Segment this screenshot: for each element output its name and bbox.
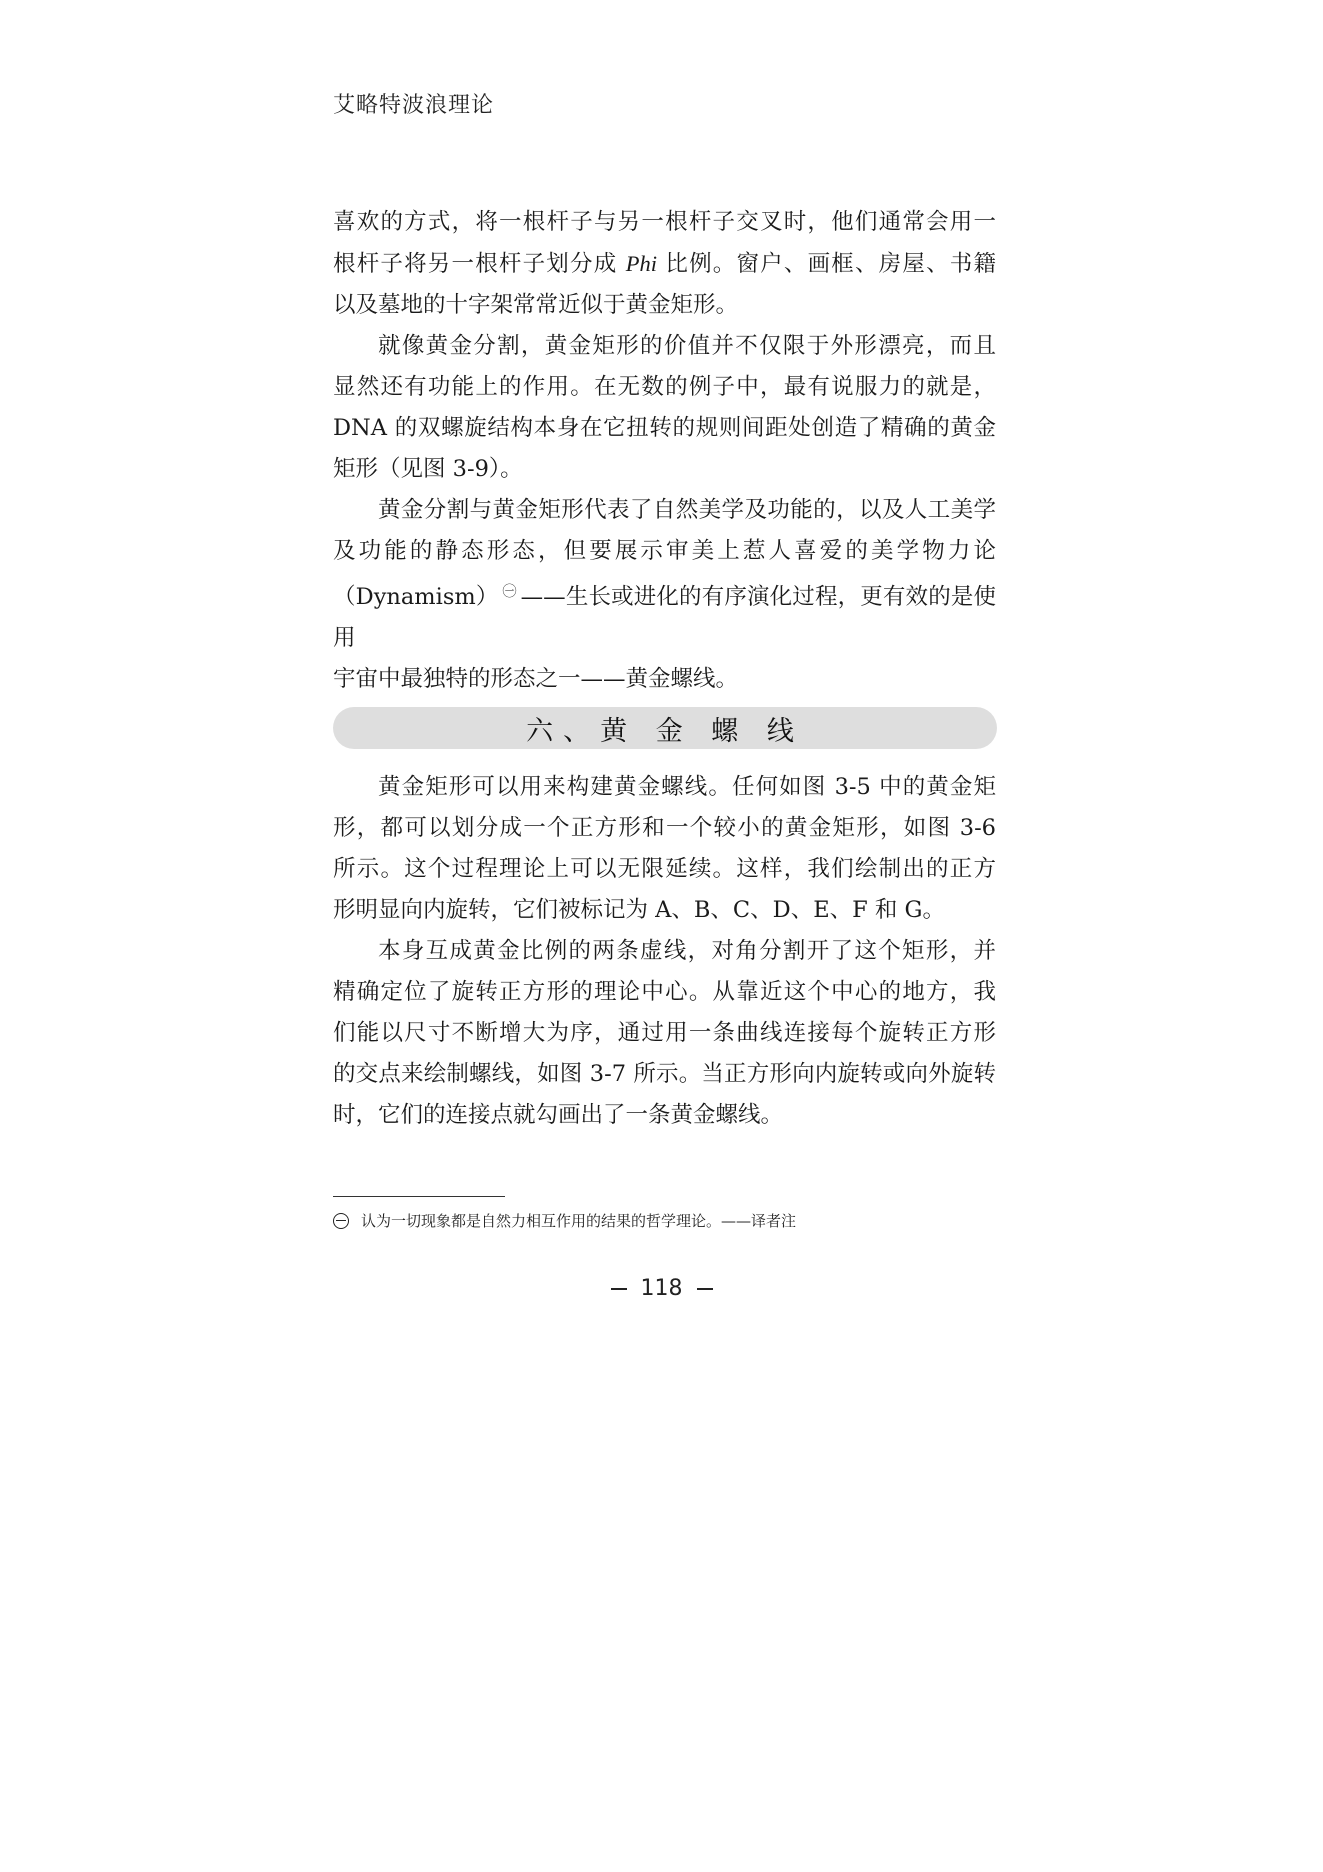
dash-left: [611, 1288, 627, 1290]
footnote-marker: ㊀: [502, 584, 517, 600]
paragraph-4: [333, 767, 996, 931]
paragraph-3: [333, 490, 996, 700]
text-line: 形明显向内旋转，它们被标记为 A、B、C、D、E、F 和 G。: [333, 897, 946, 923]
paragraph-2: [333, 326, 996, 490]
text-line: 就像黄金分割，黄金矩形的价值并不仅限于外形漂亮，而且: [378, 333, 996, 359]
text-line: （Dynamism） $^㊀$ ——生长或进化的有序演化过程，更有效的是使用: [333, 584, 996, 651]
text-line: 时，它们的连接点就勾画出了一条黄金螺线。: [333, 1102, 784, 1128]
footnote-text: 认为一切现象都是自然力相互作用的结果的哲学理论。——译者注: [361, 1212, 797, 1230]
text-line: 的交点来绘制螺线，如图 3-7 所示。当正方形向内旋转或向外旋转: [333, 1061, 996, 1087]
text-line: 黄金矩形可以用来构建黄金螺线。任何如图 3-5 中的黄金矩: [378, 774, 996, 800]
text-line: 宇宙中最独特的形态之一——黄金螺线。: [333, 666, 739, 692]
text-line: 以及墓地的十字架常常近似于黄金矩形。: [333, 292, 739, 318]
text-line: 们能以尺寸不断增大为序，通过用一条曲线连接每个旋转正方形: [333, 1020, 996, 1046]
running-head: 艾略特波浪理论: [333, 93, 495, 118]
footnote: [333, 1210, 796, 1231]
footnote-divider: [333, 1196, 505, 1197]
text-line: 形，都可以划分成一个正方形和一个较小的黄金矩形，如图 3-6: [333, 815, 996, 841]
text-line: 矩形（见图 3-9）。: [333, 456, 523, 482]
section-heading-bar: [333, 707, 997, 749]
body-text-upper: [333, 202, 996, 700]
text-line: 所示。这个过程理论上可以无限延续。这样，我们绘制出的正方: [333, 856, 996, 882]
phi-term: Phi: [625, 251, 658, 276]
text-line: 精确定位了旋转正方形的理论中心。从靠近这个中心的地方，我: [333, 979, 996, 1005]
body-text-lower: [333, 767, 996, 1136]
dash-right: [697, 1288, 713, 1290]
page-number: 118: [0, 1276, 1323, 1301]
text-line: 及功能的静态形态，但要展示审美上惹人喜爱的美学物力论: [333, 538, 996, 564]
text-line: 黄金分割与黄金矩形代表了自然美学及功能的，以及人工美学: [378, 497, 996, 523]
text-line: 喜欢的方式，将一根杆子与另一根杆子交叉时，他们通常会用一: [333, 209, 996, 235]
paragraph-1: [333, 202, 996, 326]
text-line: 根杆子将另一根杆子划分成 Phi 比例。窗户、画框、房屋、书籍: [333, 251, 996, 277]
text-line: 本身互成黄金比例的两条虚线，对角分割开了这个矩形，并: [378, 938, 996, 964]
paragraph-5: [333, 931, 996, 1136]
text-line: 显然还有功能上的作用。在无数的例子中，最有说服力的就是，: [333, 374, 996, 400]
text-line: DNA 的双螺旋结构本身在它扭转的规则间距处创造了精确的黄金: [333, 415, 996, 441]
footnote-number-icon: [333, 1213, 349, 1229]
section-title: 六、黄 金 螺 线: [526, 715, 804, 747]
